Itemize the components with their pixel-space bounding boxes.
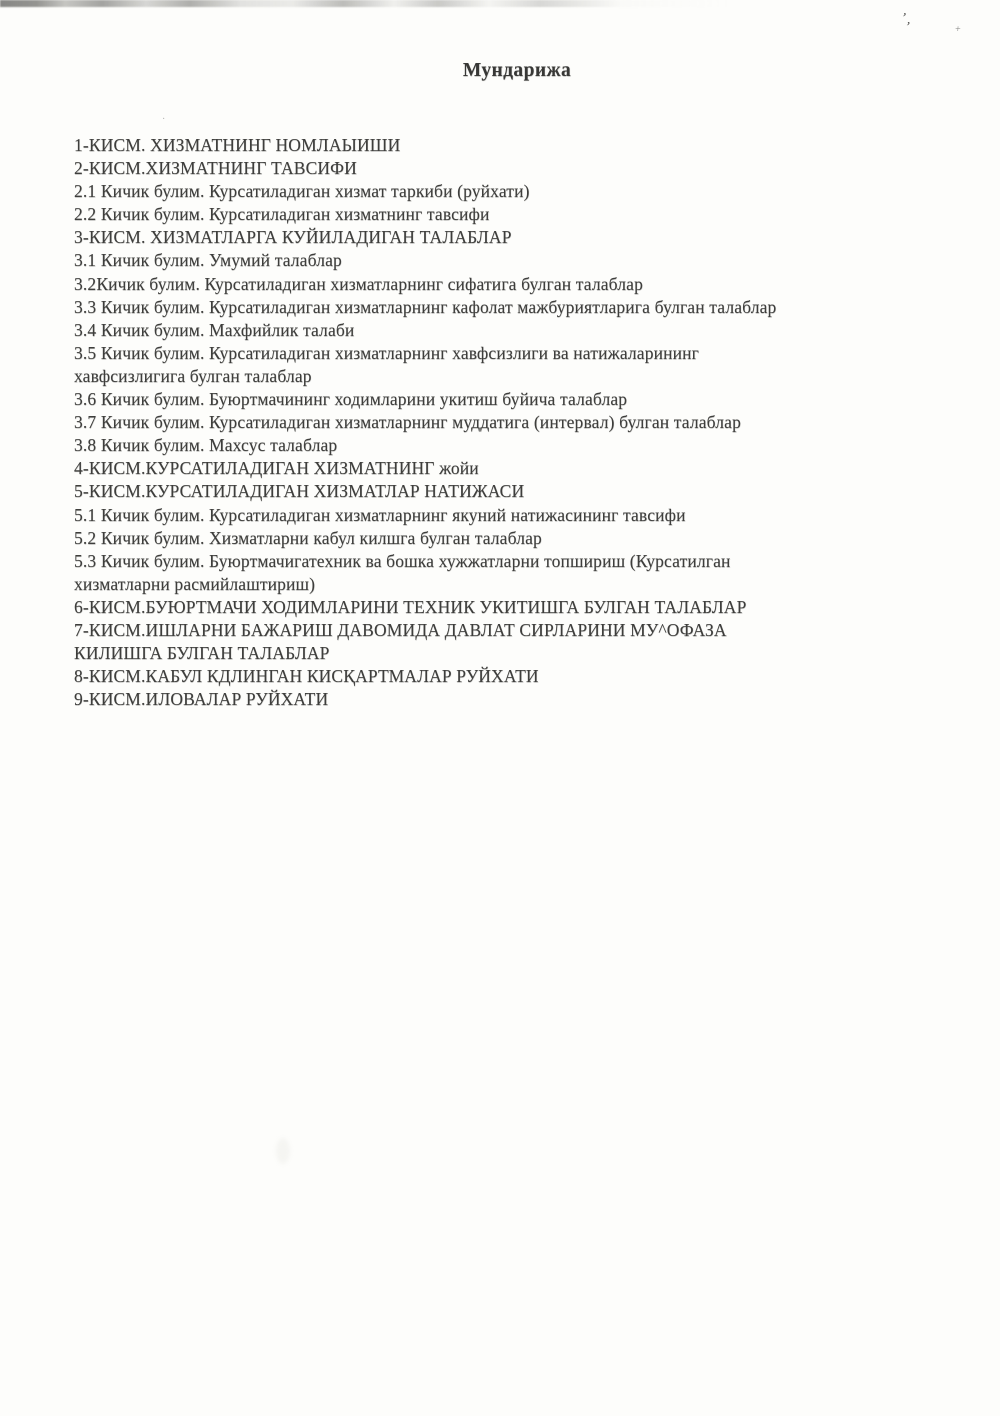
toc-line-continuation: хизматларни расмийлаштириш) bbox=[74, 573, 316, 594]
toc-line: 2.2 Кичик булим. Курсатиладиган хизматнинг тавсифи bbox=[74, 204, 490, 225]
table-of-contents bbox=[74, 134, 964, 711]
toc-line: 5-КИСМ.КУРСАТИЛАДИГАН ХИЗМАТЛАР НАТИЖАСИ bbox=[74, 481, 525, 502]
toc-line-continuation: хавфсизлигига булган талаблар bbox=[74, 365, 312, 386]
toc-line: 5.1 Кичик булим. Курсатиладиган хизматларнинг якуний натижасининг тавсифи bbox=[74, 504, 686, 525]
toc-line-continuation: КИЛИШГА БУЛГАН ТАЛАБЛАР bbox=[74, 643, 330, 664]
toc-line: 5.3 Кичик булим. Буюртмачигатехник ва бошка хужжатларни топшириш (Курсатилган bbox=[74, 550, 731, 571]
page-title: Мундарижа bbox=[462, 60, 572, 81]
toc-line: 2-КИСМ.ХИЗМАТНИНГ ТАВСИФИ bbox=[74, 158, 357, 179]
toc-line: 9-КИСМ.ИЛОВАЛАР РУЙХАТИ bbox=[74, 689, 329, 710]
paper-smudge bbox=[276, 1138, 290, 1164]
toc-line: 3.5 Кичик булим. Курсатиладиган хизматларнинг хавфсизлиги ва натижаларининг bbox=[74, 342, 699, 363]
toc-line: 5.2 Кичик булим. Хизматларни кабул килшга булган талаблар bbox=[74, 527, 542, 548]
toc-line: 3.3 Кичик булим. Курсатиладиган хизматларнинг кафолат мажбуриятларига булган талаблар bbox=[74, 296, 777, 317]
toc-line: 8-КИСМ.КАБУЛ КДЛИНГАН КИСҚАРТМАЛАР РУЙХАТИ bbox=[74, 666, 539, 687]
toc-line: 7-КИСМ.ИШЛАРНИ БАЖАРИШ ДАВОМИДА ДАВЛАТ СИРЛАРИНИ МУ^ОФАЗА bbox=[74, 619, 727, 640]
toc-line: 3.1 Кичик булим. Умумий талаблар bbox=[74, 250, 342, 271]
toc-line: 3.7 Кичик булим. Курсатиладиган хизматларнинг муддатига (интервал) булган талаблар bbox=[74, 412, 741, 433]
ink-speck: · bbox=[162, 114, 166, 125]
toc-line: 1-КИСМ. ХИЗМАТНИНГ НОМЛАЫИШИ bbox=[74, 135, 401, 155]
toc-line: 3.2Кичик булим. Курсатиладиган хизматларнинг сифатига булган талаблар bbox=[74, 273, 643, 294]
toc-line: 3-КИСМ. ХИЗМАТЛАРГА КУЙИЛАДИГАН ТАЛАБЛАР bbox=[74, 227, 512, 248]
toc-line: 4-КИСМ.КУРСАТИЛАДИГАН ХИЗМАТНИНГ жойи bbox=[74, 458, 479, 479]
toc-line: 3.6 Кичик булим. Буюртмачининг ходимларини укитиш буйича талаблар bbox=[74, 389, 628, 410]
pen-mark: + bbox=[954, 23, 962, 36]
pen-mark: ’, bbox=[899, 10, 915, 29]
toc-line: 3.8 Кичик булим. Махсус талаблар bbox=[74, 435, 338, 456]
scan-top-edge-artifact bbox=[0, 0, 730, 7]
toc-line: 2.1 Кичик булим. Курсатиладиган хизмат таркиби (руйхати) bbox=[74, 181, 530, 202]
toc-line: 6-КИСМ.БУЮРТМАЧИ ХОДИМЛАРИНИ ТЕХНИК УКИТИШГА БУЛГАН ТАЛАБЛАР bbox=[74, 596, 747, 617]
toc-line: 3.4 Кичик булим. Махфийлик талаби bbox=[74, 319, 355, 340]
